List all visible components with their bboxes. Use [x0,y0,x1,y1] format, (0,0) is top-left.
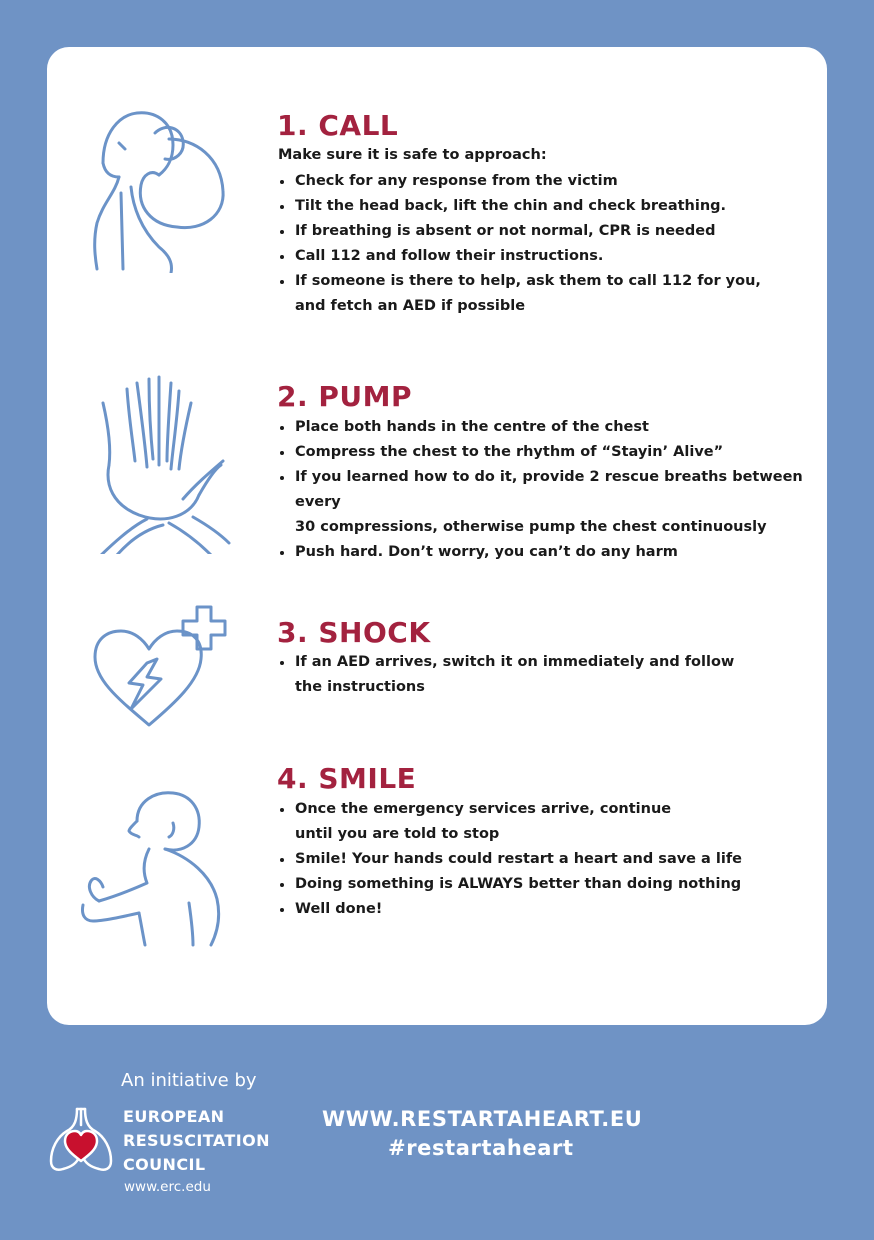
step-title: 4. SMILE [277,762,417,795]
list-item: Check for any response from the victim [278,169,761,194]
step-list [278,797,742,922]
list-item: If an AED arrives, switch it on immediately and follow the instructions [278,650,734,700]
list-item: Push hard. Don’t worry, you can’t do any harm [278,540,827,565]
org-line: COUNCIL [123,1155,206,1174]
list-item: Doing something is ALWAYS better than doing nothing [278,872,742,897]
list-item: If you learned how to do it, provide 2 rescue breaths between every 30 compressions, otherwise pump the chest continuously [278,465,827,540]
hands-compression-icon [83,369,233,554]
step-title: 1. CALL [277,109,399,142]
org-line: RESUSCITATION [123,1131,270,1150]
list-item: Well done! [278,897,742,922]
list-item: Once the emergency services arrive, continue until you are told to stop [278,797,742,847]
step-list [278,169,761,319]
hashtag: #restartaheart [388,1136,574,1160]
list-item: Place both hands in the centre of the chest [278,415,827,440]
heart-shock-icon [91,601,231,729]
initiative-label: An initiative by [121,1070,257,1091]
list-item: Compress the chest to the rhythm of “Stayin’ Alive” [278,440,827,465]
list-item: If someone is there to help, ask them to call 112 for you, and fetch an AED if possible [278,269,761,319]
step-title: 2. PUMP [277,380,413,413]
step-list [278,415,827,565]
org-url-link[interactable]: www.erc.edu [124,1179,211,1195]
site-url-link[interactable]: WWW.RESTARTAHEART.EU [322,1107,643,1131]
person-thumbs-up-icon [77,787,237,947]
list-item: Call 112 and follow their instructions. [278,244,761,269]
list-item: Smile! Your hands could restart a heart and save a life [278,847,742,872]
person-phone-icon [85,103,245,273]
list-item: If breathing is absent or not normal, CPR is needed [278,219,761,244]
instructions-card [47,47,827,1025]
step-title: 3. SHOCK [277,616,431,649]
footer [0,1025,874,1240]
organization-name [123,1105,270,1177]
step-lead: Make sure it is safe to approach: [278,147,547,163]
list-item: Tilt the head back, lift the chin and check breathing. [278,194,761,219]
step-list [278,650,734,700]
lungs-heart-logo [47,1103,115,1177]
org-line: EUROPEAN [123,1107,225,1126]
